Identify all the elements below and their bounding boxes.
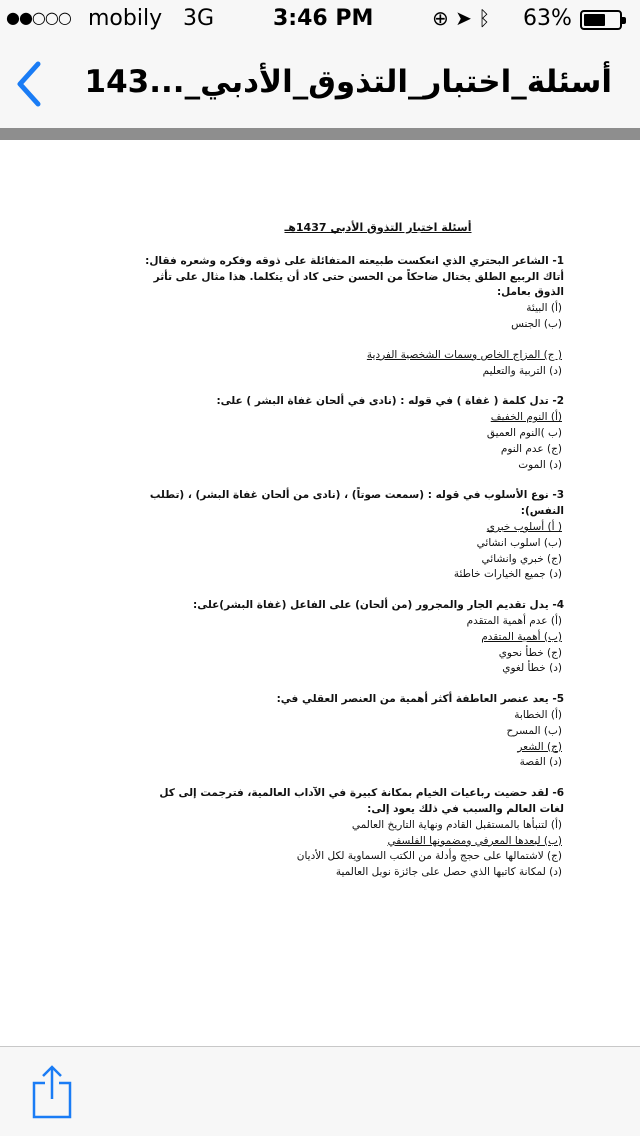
status-time: 3:46 PM — [273, 6, 374, 31]
answer-option: (أ) النوم الخفيف — [490, 411, 562, 424]
status-icons — [432, 6, 490, 30]
answer-option: (ب) الجنس — [511, 317, 562, 330]
share-button[interactable] — [30, 1065, 74, 1119]
answer-option: (د) الموت — [518, 458, 562, 471]
answer-option: (أ) الخطابة — [514, 708, 562, 721]
question-text: 1- الشاعر البحتري الذي انعكست طبيعته المتفائلة على ذوقه وفكره وشعره فقال: أتاك الربيع الطلق يختال ضاحكاً من الحسن حتى كاد أن يتكلما. هذا مثال على تأثر الذوق بعامل: — [145, 254, 564, 299]
document-title: أسئلة_اختبار_التذوق_الأدبي_...143 — [84, 64, 612, 100]
bluetooth-icon: ᛒ — [478, 6, 491, 30]
carrier-name: mobily — [88, 6, 163, 31]
answer-option: (ج) الشعر — [517, 740, 562, 753]
question-text: 3- نوع الأسلوب في قوله : (سمعت صوتاً) ، (نادى من ألحان غفاة البشر) ، (تطلب النفس): — [149, 489, 564, 518]
share-icon — [30, 1065, 74, 1119]
answer-option: (ب )النوم العميق — [486, 426, 562, 439]
network-type: 3G — [183, 6, 215, 31]
answer-option: (ج) لاشتمالها على حجج وأدلة من الكتب السماوية لكل الأديان — [296, 850, 562, 863]
navigation-bar — [0, 40, 640, 128]
answer-option: (أ) لتنبأها بالمستقبل القادم ونهاية التاريخ العالمي — [351, 818, 562, 831]
rotation-lock-icon: ⊕ — [432, 6, 449, 30]
answer-option: (ب) أهمية المتقدم — [481, 630, 562, 643]
question-text: 2- تدل كلمة ( غفاة ) في قوله : (نادى في ألحان غفاة البشر ) على: — [216, 395, 564, 408]
answer-option: (د) لمكانة كاتبها الذي حصل على جائزة نوبل العالمية — [335, 866, 562, 879]
answer-option: (أ) عدم أهمية المتقدم — [466, 614, 562, 627]
location-icon: ➤ — [455, 6, 472, 30]
battery-icon — [580, 10, 622, 30]
questions-list — [132, 254, 564, 881]
answer-option: (أ) البيئة — [526, 302, 562, 315]
battery-nub — [622, 17, 626, 24]
question-3 — [132, 488, 564, 583]
question-1 — [132, 254, 564, 380]
answer-option: (د) القصة — [519, 756, 562, 769]
document-viewer[interactable] — [0, 140, 640, 1046]
chevron-left-icon — [8, 58, 56, 110]
question-text: 6- لقد حضيت رباعيات الخيام بمكانة كبيرة في الآداب العالمية، فترجمت إلى كل لغات العالم والسبب في ذلك يعود إلى: — [159, 787, 564, 815]
answer-option: (ج) خبري وانشائي — [481, 552, 562, 565]
question-2 — [132, 394, 564, 473]
answer-option: ( أ) أسلوب خبري — [486, 520, 562, 533]
question-6 — [132, 786, 564, 881]
question-4 — [132, 598, 564, 677]
battery-fill — [584, 14, 605, 26]
answer-option: (د) التربية والتعليم — [482, 364, 562, 377]
answer-option: (د) جميع الخيارات خاطئة — [453, 568, 562, 581]
divider — [0, 128, 640, 140]
answer-option: (ب) المسرح — [506, 724, 562, 737]
signal-strength-icon: ●●○○○ — [6, 8, 71, 27]
question-5 — [132, 692, 564, 771]
page-title: أسئلة اختبار التذوق الأدبي 1437هـ — [284, 221, 472, 234]
answer-option: (د) خطأ لغوي — [502, 662, 562, 675]
answer-option: (ج) خطأ نحوي — [498, 646, 562, 659]
back-button[interactable] — [8, 58, 56, 110]
status-bar — [0, 0, 640, 40]
document-page — [132, 220, 564, 896]
spacer — [132, 333, 564, 348]
answer-option: (ج) عدم النوم — [500, 442, 562, 455]
question-text: 4- يدل تقديم الجار والمجرور (من ألحان) على الفاعل (غفاة البشر)على: — [193, 599, 564, 612]
question-text: 5- يعد عنصر العاطفة أكثر أهمية من العنصر العقلي في: — [276, 693, 564, 706]
bottom-toolbar — [0, 1046, 640, 1136]
battery-percentage: 63% — [523, 6, 572, 31]
answer-option: (ب) لبعدها المعرفي ومضمونها الفلسفي — [387, 834, 562, 847]
answer-option: (ب) اسلوب انشائي — [476, 536, 562, 549]
answer-option: ( ج) المزاج الخاص وسمات الشخصية الفردية — [366, 348, 562, 361]
